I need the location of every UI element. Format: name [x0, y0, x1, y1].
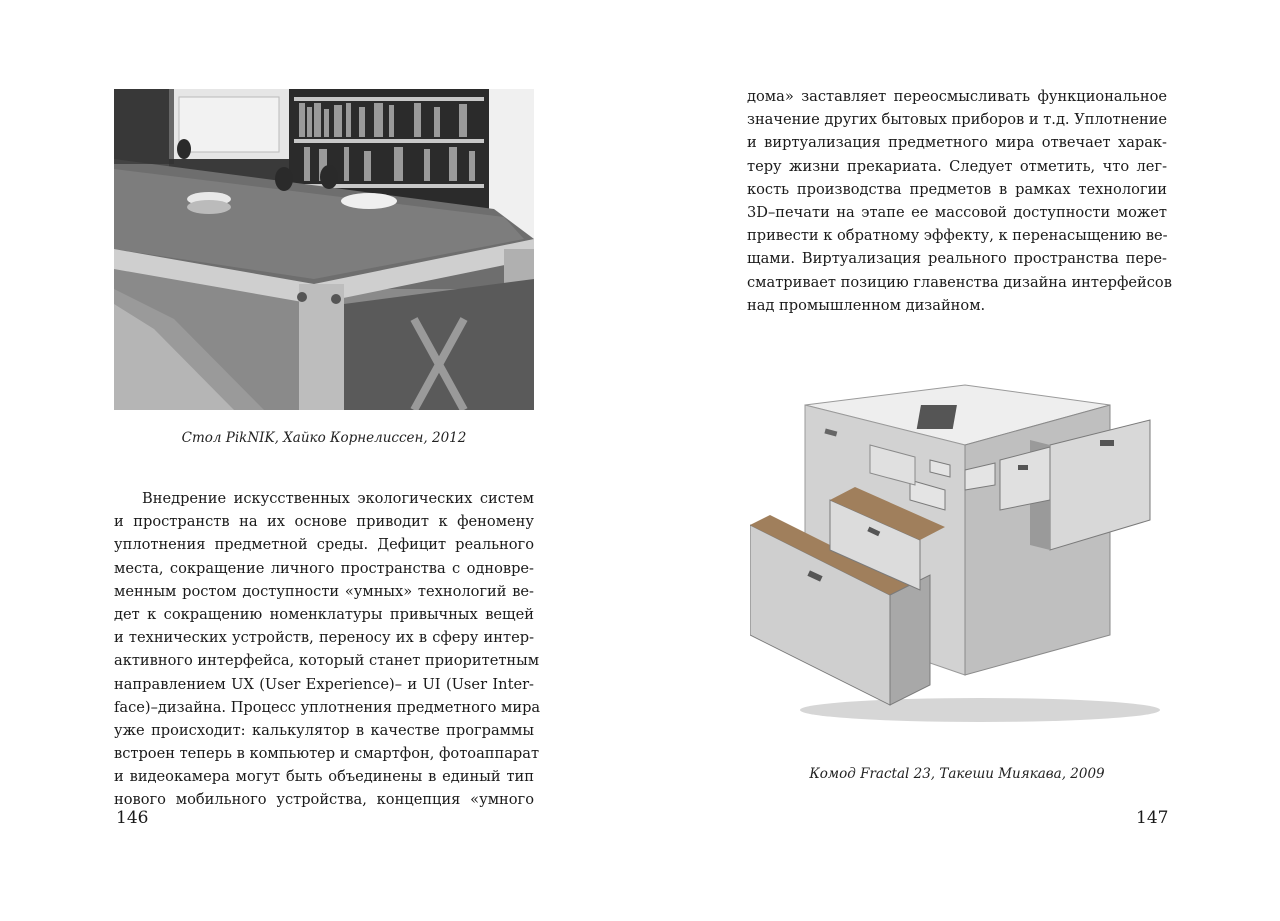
right-page — [640, 0, 1280, 921]
text-line: сматривает позицию главенства дизайна интерфейсов — [747, 273, 1172, 291]
text-line: кость производства предметов в рамках технологии — [747, 180, 1167, 198]
text-line: и пространств на их основе приводит к феномену — [114, 513, 534, 531]
figure-caption: Комод Fractal 23, Такеши Миякава, 2009 — [809, 766, 1105, 782]
text-line: face)–дизайна. Процесс уплотнения предметного мира — [114, 698, 541, 716]
text-line: уплотнения предметной среды. Дефицит реального — [114, 536, 534, 554]
text-line: дет к сокращению номенклатуры привычных вещей — [114, 605, 534, 623]
text-line: активного интерфейса, который станет приоритетным — [114, 652, 540, 670]
table-piknik-photo — [114, 89, 534, 410]
text-line: и видеокамера могут быть объединены в единый тип — [114, 768, 534, 786]
body-paragraph — [114, 487, 541, 812]
text-line: значение других бытовых приборов и т.д. Уплотнение — [747, 111, 1168, 129]
text-line: 3D–печати на этапе ее массовой доступности может — [747, 203, 1167, 221]
text-line: и технических устройств, переносу их в сферу интер- — [114, 629, 534, 647]
text-line: дома» заставляет переосмысливать функциональное — [747, 88, 1167, 105]
text-line: места, сокращение личного пространства с одновре- — [114, 559, 534, 577]
text-line: встроен теперь в компьютер и смартфон, фотоаппарат — [114, 745, 540, 763]
text-line: привести к обратному эффекту, к перенасыщению ве- — [747, 227, 1168, 245]
text-line: теру жизни прекариата. Следует отметить, что лег- — [747, 157, 1167, 175]
fractal-23-dresser-photo — [750, 365, 1164, 735]
text-line: над промышленном дизайном. — [747, 296, 986, 314]
figure-caption: Стол PikNIK, Хайко Корнелиссен, 2012 — [181, 430, 467, 446]
text-line: щами. Виртуализация реального пространства пере- — [747, 250, 1167, 268]
text-line: направлением UX (User Experience)– и UI (User Inter- — [114, 675, 534, 693]
text-line: менным ростом доступности «умных» технологий ве- — [114, 582, 534, 600]
text-line: Внедрение искусственных экологических систем — [142, 490, 534, 507]
page-number: 147 — [1136, 808, 1169, 828]
table-piknik-illustration — [114, 89, 534, 410]
body-paragraph — [747, 85, 1172, 317]
text-line: уже происходит: калькулятор в качестве программы — [114, 721, 534, 739]
text-line: и виртуализация предметного мира отвечает харак- — [747, 134, 1167, 152]
page-number: 146 — [116, 808, 149, 828]
text-line: нового мобильного устройства, концепция «умного — [114, 791, 534, 809]
fractal-23-dresser-illustration — [750, 365, 1164, 735]
